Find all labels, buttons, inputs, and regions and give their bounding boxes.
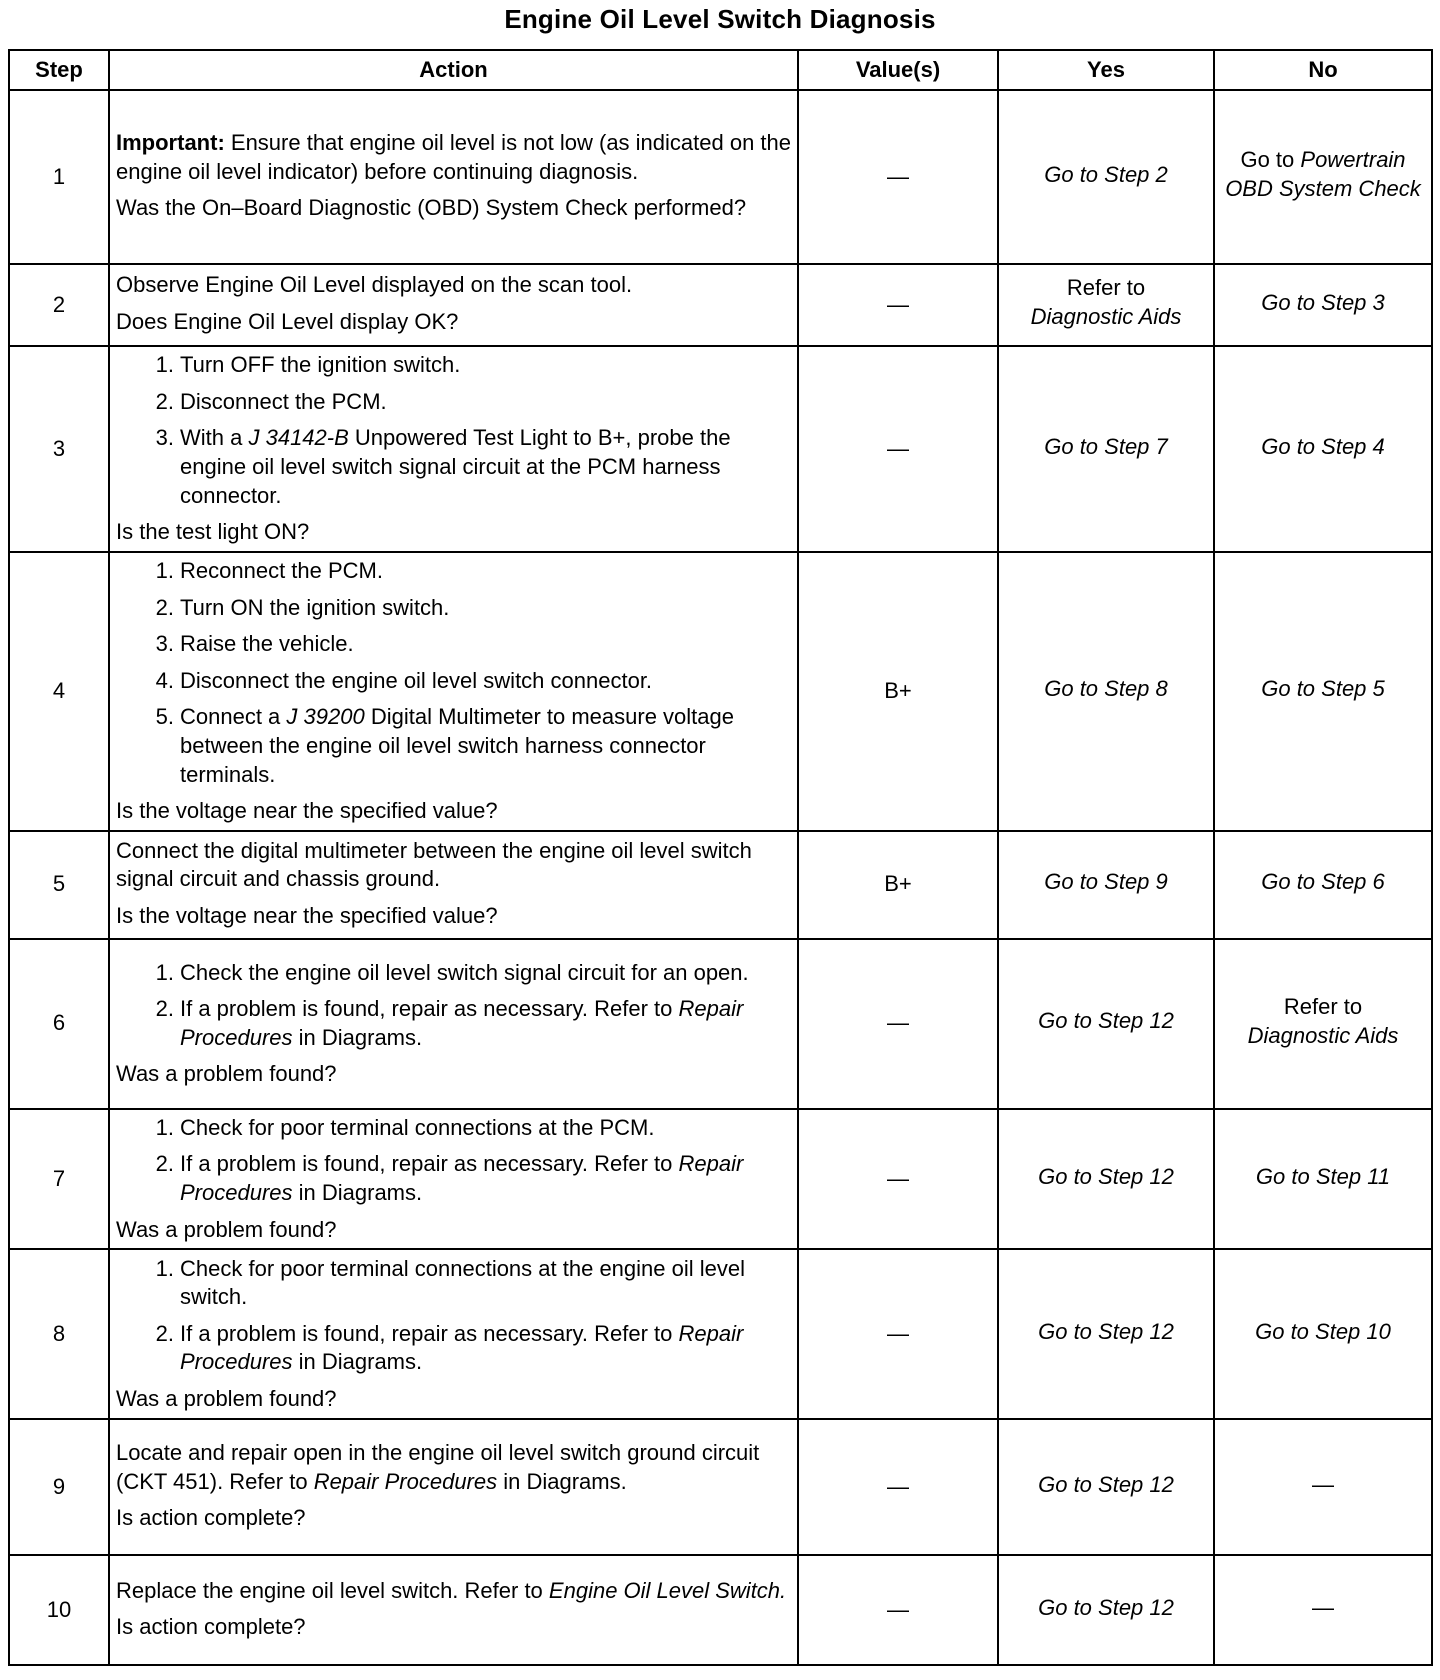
list-text: Disconnect the PCM.	[180, 388, 387, 414]
yes-link[interactable]: Go to Step 12	[998, 1419, 1214, 1555]
no-link[interactable]: Go to Step 11	[1214, 1109, 1432, 1249]
yes-link[interactable]: Go to Step 7	[998, 346, 1214, 552]
important-label: Important:	[116, 130, 225, 156]
list-text: Turn ON the ignition switch.	[180, 594, 450, 620]
action-cell	[109, 264, 798, 346]
yes-cell	[998, 264, 1214, 346]
action-steps	[116, 1255, 791, 1377]
step-number: 8	[9, 1249, 109, 1419]
step-number: 9	[9, 1419, 109, 1555]
list-number: 2.	[155, 996, 174, 1022]
list-item	[116, 424, 791, 510]
list-item	[116, 388, 791, 417]
list-text: If a problem is found, repair as necessary. Refer to	[180, 996, 673, 1022]
step-number: 2	[9, 264, 109, 346]
header-row	[9, 50, 1432, 90]
table-row	[9, 346, 1432, 552]
value-cell: —	[798, 1249, 998, 1419]
list-text: Check for poor terminal connections at the PCM.	[180, 1114, 655, 1140]
action-steps	[116, 557, 791, 789]
action-cell	[109, 346, 798, 552]
action-cell	[109, 90, 798, 264]
list-number: 2.	[155, 594, 174, 620]
action-cell	[109, 1249, 798, 1419]
list-text: in Diagrams.	[298, 1024, 423, 1050]
value-cell: B+	[798, 831, 998, 939]
no-prefix: Refer to	[1283, 994, 1363, 1020]
step-number: 4	[9, 552, 109, 831]
header-values: Value(s)	[798, 50, 998, 90]
action-question: Is the test light ON?	[116, 519, 310, 545]
table-row	[9, 1555, 1432, 1665]
list-item	[116, 594, 791, 623]
list-number: 4.	[155, 667, 174, 693]
list-number: 1.	[155, 1114, 174, 1140]
value-cell: —	[798, 1109, 998, 1249]
action-cell	[109, 1555, 798, 1665]
no-link[interactable]: Go to Step 5	[1214, 552, 1432, 831]
list-text: Unpowered Test Light to B+, probe the engine oil level switch signal circuit at the PCM harness connector.	[180, 425, 731, 508]
list-item	[116, 959, 791, 988]
action-question: Is action complete?	[116, 1505, 306, 1531]
list-number: 1.	[155, 1255, 174, 1281]
header-action: Action	[109, 50, 798, 90]
action-cell	[109, 939, 798, 1109]
yes-link[interactable]: Go to Step 12	[998, 1249, 1214, 1419]
list-item	[116, 630, 791, 659]
step-number: 1	[9, 90, 109, 264]
value-cell: —	[798, 1555, 998, 1665]
list-item	[116, 351, 791, 380]
tool-ref: J 34142-B	[248, 425, 349, 451]
list-item	[116, 557, 791, 586]
header-no: No	[1214, 50, 1432, 90]
header-yes: Yes	[998, 50, 1214, 90]
no-prefix: Go to	[1240, 147, 1295, 173]
list-text: Digital Multimeter to measure voltage between the engine oil level switch harness connector terminals.	[180, 704, 734, 787]
repair-procedures-link[interactable]: Repair Procedures	[180, 1320, 744, 1375]
diagnosis-table	[8, 49, 1433, 1666]
no-link[interactable]: Go to Step 3	[1214, 264, 1432, 346]
no-cell	[1214, 939, 1432, 1109]
action-steps	[116, 959, 791, 1053]
action-cell	[109, 1109, 798, 1249]
list-text: Check the engine oil level switch signal circuit for an open.	[180, 959, 749, 985]
value-cell: —	[798, 346, 998, 552]
list-text: Disconnect the engine oil level switch connector.	[180, 667, 653, 693]
list-text: With a	[180, 425, 243, 451]
list-number: 1.	[155, 558, 174, 583]
no-link[interactable]: Powertrain OBD System Check	[1225, 147, 1421, 201]
list-item	[116, 703, 791, 789]
list-item	[116, 1150, 791, 1207]
step-number: 10	[9, 1555, 109, 1665]
yes-link[interactable]: Diagnostic Aids	[1030, 304, 1182, 329]
action-question: Is the voltage near the specified value?	[116, 903, 498, 929]
yes-prefix: Refer to	[1066, 275, 1146, 301]
list-item	[116, 995, 791, 1052]
action-text-pre: Replace the engine oil level switch. Refer to	[116, 1577, 543, 1603]
value-cell: B+	[798, 552, 998, 831]
list-text: Raise the vehicle.	[180, 631, 354, 657]
table-row	[9, 90, 1432, 264]
action-steps	[116, 351, 791, 510]
list-number: 2.	[155, 1151, 174, 1177]
header-step: Step	[9, 50, 109, 90]
list-text: If a problem is found, repair as necessary. Refer to	[180, 1151, 673, 1177]
action-question: Is action complete?	[116, 1614, 306, 1640]
table-row	[9, 939, 1432, 1109]
list-item	[116, 1114, 791, 1143]
list-text: in Diagrams.	[298, 1179, 423, 1205]
table-row	[9, 552, 1432, 831]
step-number: 6	[9, 939, 109, 1109]
yes-link[interactable]: Go to Step 12	[998, 1555, 1214, 1665]
list-text: in Diagrams.	[298, 1349, 423, 1375]
no-link[interactable]: Go to Step 6	[1214, 831, 1432, 939]
list-number: 1.	[155, 352, 174, 378]
action-cell	[109, 552, 798, 831]
action-cell	[109, 831, 798, 939]
action-question: Was a problem found?	[116, 1061, 337, 1087]
no-link[interactable]: Go to Step 10	[1214, 1249, 1432, 1419]
list-text: Connect a	[180, 704, 281, 730]
list-number: 3.	[155, 631, 174, 657]
table-row	[9, 264, 1432, 346]
list-item	[116, 667, 791, 696]
important-text: Ensure that engine oil level is not low (as indicated on the engine oil level indicator) before continuing diagnosis.	[116, 130, 792, 184]
list-text: Reconnect the PCM.	[180, 558, 383, 583]
list-text: Check for poor terminal connections at the engine oil level switch.	[180, 1255, 745, 1310]
table-row	[9, 1419, 1432, 1555]
list-text: If a problem is found, repair as necessary. Refer to	[180, 1320, 673, 1346]
step-number: 3	[9, 346, 109, 552]
no-link[interactable]: Diagnostic Aids	[1247, 1022, 1399, 1048]
step-number: 5	[9, 831, 109, 939]
list-number: 1.	[155, 959, 174, 985]
list-text: Turn OFF the ignition switch.	[180, 352, 461, 378]
value-cell: —	[798, 939, 998, 1109]
value-cell: —	[798, 90, 998, 264]
action-cell	[109, 1419, 798, 1555]
repair-procedures-link[interactable]: Repair Procedures	[313, 1468, 498, 1494]
list-number: 2.	[155, 388, 174, 414]
yes-link[interactable]: Go to Step 12	[998, 1109, 1214, 1249]
yes-link[interactable]: Go to Step 9	[998, 831, 1214, 939]
action-question: Was a problem found?	[116, 1216, 337, 1242]
value-cell: —	[798, 264, 998, 346]
list-number: 2.	[155, 1320, 174, 1346]
value-cell: —	[798, 1419, 998, 1555]
engine-oil-level-switch-link[interactable]: Engine Oil Level Switch.	[548, 1577, 787, 1603]
repair-procedures-link[interactable]: Repair Procedures	[180, 996, 744, 1050]
action-text-post: in Diagrams.	[503, 1468, 627, 1494]
yes-link[interactable]: Go to Step 12	[998, 939, 1214, 1109]
action-text	[116, 1439, 791, 1496]
repair-procedures-link[interactable]: Repair Procedures	[180, 1151, 744, 1205]
action-steps	[116, 1114, 791, 1208]
table-row	[9, 1109, 1432, 1249]
no-link[interactable]: Go to Step 4	[1214, 346, 1432, 552]
table-row	[9, 831, 1432, 939]
action-question: Was the On–Board Diagnostic (OBD) System Check performed?	[116, 195, 747, 221]
list-item	[116, 1320, 791, 1377]
action-question: Is the voltage near the specified value?	[116, 798, 498, 824]
no-cell: —	[1214, 1419, 1432, 1555]
action-question: Does Engine Oil Level display OK?	[116, 309, 459, 334]
action-question: Was a problem found?	[116, 1386, 337, 1412]
no-cell	[1214, 90, 1432, 264]
important-note	[116, 129, 791, 186]
action-text-pre: Locate and repair open in the engine oil level switch ground circuit (CKT 451). Refer to	[116, 1440, 760, 1494]
action-text: Connect the digital multimeter between the engine oil level switch signal circuit and chassis ground.	[116, 837, 752, 892]
list-number: 5.	[155, 704, 174, 730]
table-row	[9, 1249, 1432, 1419]
yes-link[interactable]: Go to Step 2	[998, 90, 1214, 264]
action-text: Observe Engine Oil Level displayed on the scan tool.	[116, 272, 633, 298]
page-title: Engine Oil Level Switch Diagnosis	[504, 4, 936, 34]
yes-link[interactable]: Go to Step 8	[998, 552, 1214, 831]
step-number: 7	[9, 1109, 109, 1249]
no-cell: —	[1214, 1555, 1432, 1665]
tool-ref: J 39200	[286, 704, 365, 730]
list-number: 3.	[155, 425, 174, 451]
action-text	[116, 1577, 791, 1606]
list-item	[116, 1255, 791, 1312]
